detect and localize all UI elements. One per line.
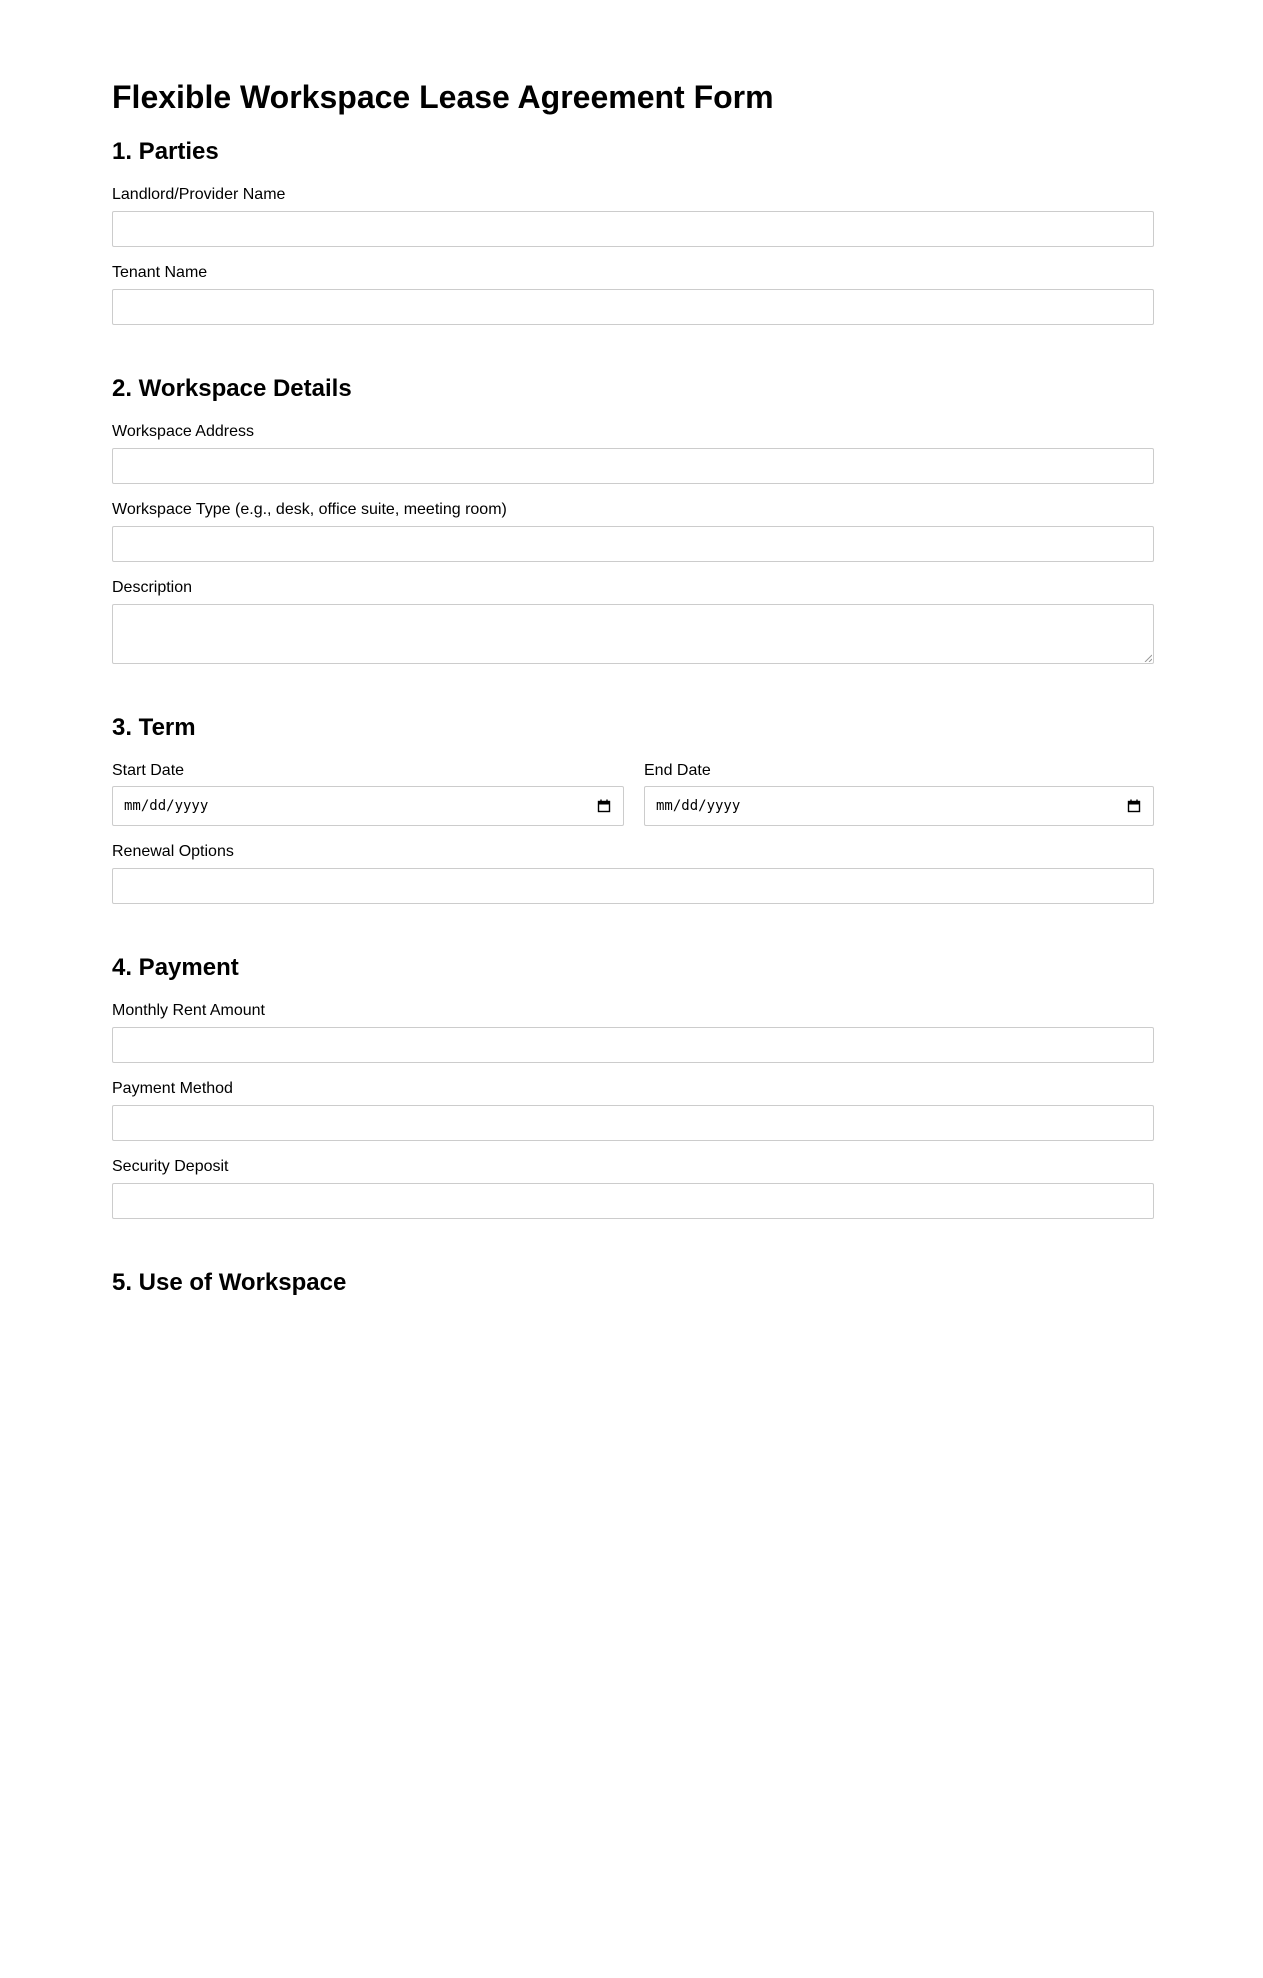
security-deposit-input[interactable] (112, 1183, 1154, 1219)
page-title: Flexible Workspace Lease Agreement Form (112, 79, 774, 115)
tenant-name-input[interactable] (112, 289, 1154, 325)
monthly-rent-input[interactable] (112, 1027, 1154, 1063)
description-field (112, 604, 1154, 664)
start-date-placeholder: mm/dd/yyyy (124, 798, 209, 814)
security-deposit-label: Security Deposit (112, 1158, 229, 1175)
workspace-address-label: Workspace Address (112, 423, 254, 440)
description-label: Description (112, 579, 193, 596)
resize-grip-icon[interactable] (1144, 654, 1152, 662)
start-date-label: Start Date (112, 762, 185, 779)
renewal-options-input[interactable] (112, 868, 1154, 904)
section-title-parties: 1. Parties (112, 138, 219, 165)
renewal-options-label: Renewal Options (112, 843, 234, 860)
calendar-icon[interactable] (1127, 799, 1141, 813)
end-date-input[interactable] (644, 786, 1154, 826)
section-title-use-of-workspace: 5. Use of Workspace (112, 1269, 347, 1296)
section-title-workspace-details: 2. Workspace Details (112, 375, 352, 402)
landlord-name-label: Landlord/Provider Name (112, 186, 286, 203)
start-date-input[interactable] (112, 786, 624, 826)
workspace-address-input[interactable] (112, 448, 1154, 484)
payment-method-label: Payment Method (112, 1080, 233, 1097)
end-date-label: End Date (644, 762, 711, 779)
workspace-type-label: Workspace Type (e.g., desk, office suite, meeting room) (112, 501, 507, 518)
description-textarea[interactable] (112, 604, 1154, 664)
section-title-term: 3. Term (112, 714, 196, 741)
tenant-name-label: Tenant Name (112, 264, 208, 281)
section-title-payment: 4. Payment (112, 954, 239, 981)
calendar-icon[interactable] (597, 799, 611, 813)
payment-method-input[interactable] (112, 1105, 1154, 1141)
landlord-name-input[interactable] (112, 211, 1154, 247)
monthly-rent-label: Monthly Rent Amount (112, 1002, 265, 1019)
workspace-type-input[interactable] (112, 526, 1154, 562)
end-date-placeholder: mm/dd/yyyy (656, 798, 741, 814)
